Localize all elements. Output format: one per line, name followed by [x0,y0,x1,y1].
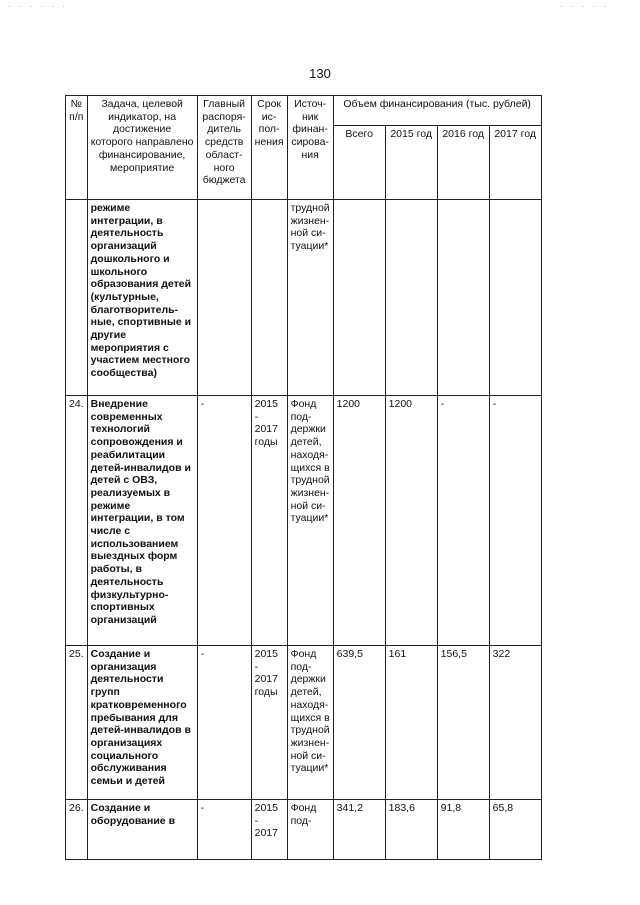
row-2017: 322 [489,646,541,800]
table-row [66,646,542,800]
header-total: Всего [333,126,385,200]
row-task: режиме интеграции, в деятельность организаций дошкольного и школьного образования детей (культурные, благотворитель-ные, спортивные и другие мероприятия с участием местного сообщества) [87,200,197,396]
header-task: Задача, целевой индикатор, на достижение которого направлено финансирование, мероприятие [87,96,197,200]
row-2017: - [489,396,541,646]
row-2015: 183,6 [385,800,437,860]
row-term: 2015 - 2017 годы [251,396,287,646]
header-row [66,96,542,126]
header-funding: Объем финансирования (тыс. рублей) [333,96,541,126]
row-2017: 65,8 [489,800,541,860]
row-num [66,200,88,396]
row-total: 341,2 [333,800,385,860]
row-num: 26. [66,800,88,860]
table-row [66,396,542,646]
row-2015: 1200 [385,396,437,646]
header-term: Срок ис-пол-нения [251,96,287,200]
header-2016: 2016 год [437,126,489,200]
row-total: 1200 [333,396,385,646]
row-exec: - [197,396,251,646]
row-2017 [489,200,541,396]
row-task: Создание и оборудование в [87,800,197,860]
row-exec: - [197,800,251,860]
row-2016 [437,200,489,396]
header-2015: 2015 год [385,126,437,200]
header-source: Источ-ник финан-сирова-ния [287,96,333,200]
row-num: 24. [66,396,88,646]
table-row [66,200,542,396]
financing-table [65,95,542,860]
row-task: Внедрение современных технологий сопровождения и реабилитации детей-инвалидов и детей с ОВЗ, реализуемых в режиме интеграции, в том числе с использованием выездных форм работы, в деятельность физкультурно-спортивных организаций [87,396,197,646]
row-source: Фонд под- [287,800,333,860]
row-source: Фонд под-держки детей, находя-щихся в трудной жизнен-ной си-туации* [287,646,333,800]
header-exec: Главный распоря-дитель средств област-ного бюджета [197,96,251,200]
row-source: Фонд под-держки детей, находя-щихся в трудной жизнен-ной си-туации* [287,396,333,646]
row-total [333,200,385,396]
row-2016: 156,5 [437,646,489,800]
row-source: трудной жизнен-ной си-туации* [287,200,333,396]
row-term: 2015 - 2017 [251,800,287,860]
table-row [66,800,542,860]
page-number: 130 [309,66,331,81]
row-2016: 91,8 [437,800,489,860]
row-task: Создание и организация деятельности групп кратковременного пребывания для детей-инвалидов в организациях социального обслуживания семьи и детей [87,646,197,800]
row-2016: - [437,396,489,646]
scan-artifact: · · · · · · [8,2,69,11]
header-2017: 2017 год [489,126,541,200]
row-2015: 161 [385,646,437,800]
row-num: 25. [66,646,88,800]
row-total: 639,5 [333,646,385,800]
row-exec [197,200,251,396]
row-term: 2015 - 2017 годы [251,646,287,800]
row-exec: - [197,646,251,800]
header-num: № п/п [66,96,88,200]
row-2015 [385,200,437,396]
scan-artifact: · · · · · [560,2,610,11]
row-term [251,200,287,396]
